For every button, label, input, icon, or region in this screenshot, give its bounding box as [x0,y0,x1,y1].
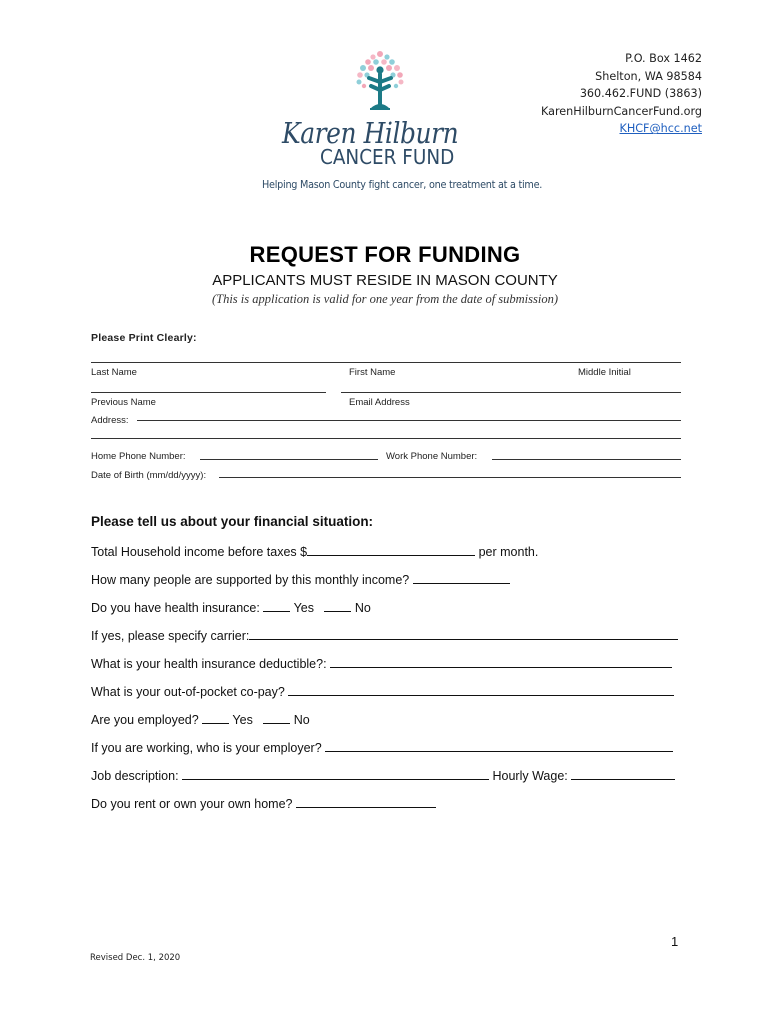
insurance-no-blank[interactable] [324,601,351,612]
people-blank[interactable] [413,573,510,584]
address-city: Shelton, WA 98584 [595,69,702,83]
home-label: Do you rent or own your own home? [91,797,296,811]
job-label: Job description: [91,769,183,783]
work-phone-field-line[interactable] [492,459,681,460]
deductible-question [91,657,672,671]
page-number: 1 [671,934,679,949]
income-suffix: per month. [475,545,539,559]
address-label: Address: [91,415,129,426]
address-field-line-2[interactable] [91,438,681,439]
people-question [91,573,510,587]
carrier-question [91,629,678,643]
last-name-label: Last Name [91,367,137,378]
financial-section-heading: Please tell us about your financial situation: [91,514,374,529]
wage-blank[interactable] [571,769,675,780]
dob-label: Date of Birth (mm/dd/yyyy): [91,470,207,481]
insurance-label: Do you have health insurance: [91,601,264,615]
employed-label: Are you employed? [91,713,203,727]
name-field-line[interactable] [91,362,681,363]
logo-name: Karen Hilburn [282,116,459,150]
logo-fund: CANCER FUND [320,145,455,169]
work-phone-label: Work Phone Number: [386,451,478,462]
employer-label: If you are working, who is your employer? [91,741,326,755]
logo-tagline: Helping Mason County fight cancer, one treatment at a time. [262,178,543,191]
income-prefix: Total Household income before taxes $ [91,545,308,559]
income-blank[interactable] [307,545,475,556]
copay-label: What is your out-of-pocket co-pay? [91,685,289,699]
copay-blank[interactable] [288,685,674,696]
employer-blank[interactable] [325,741,673,752]
page-subtitle: APPLICANTS MUST RESIDE IN MASON COUNTY [212,272,558,289]
deductible-label: What is your health insurance deductible?: [91,657,331,671]
email-address-label: Email Address [349,397,410,408]
employer-question [91,741,673,755]
address-website: KarenHilburnCancerFund.org [540,104,702,118]
carrier-label: If yes, please specify carrier: [91,629,250,643]
print-clearly-label: Please Print Clearly: [91,332,197,344]
insurance-yes-label: Yes [290,601,314,615]
home-blank[interactable] [296,797,436,808]
job-question [91,769,675,783]
deductible-blank[interactable] [330,657,672,668]
previous-name-label: Previous Name [91,397,156,408]
income-question [91,545,538,559]
people-label: How many people are supported by this monthly income? [91,573,413,587]
dob-field-line[interactable] [219,477,681,478]
job-blank[interactable] [182,769,489,780]
tree-logo-icon [349,48,411,116]
wage-label: Hourly Wage: [489,769,572,783]
address-field-line-1[interactable] [137,420,681,421]
home-phone-label: Home Phone Number: [91,451,186,462]
employed-no-label: No [290,713,310,727]
address-po-box: P.O. Box 1462 [625,52,702,65]
carrier-blank[interactable] [249,629,678,640]
employed-question [91,713,310,727]
insurance-yes-blank[interactable] [263,601,290,612]
employed-yes-label: Yes [229,713,253,727]
home-phone-field-line[interactable] [200,459,378,460]
validity-note: (This is application is valid for one year from the date of submission) [211,292,559,306]
copay-question [91,685,674,699]
contact-address-block [541,50,702,138]
first-name-label: First Name [349,367,396,378]
insurance-no-label: No [351,601,371,615]
insurance-question [91,601,371,615]
page-title: REQUEST FOR FUNDING [249,242,521,267]
email-link[interactable]: KHCF@hcc.net [619,122,702,136]
employed-yes-blank[interactable] [202,713,229,724]
previous-name-field-line[interactable] [91,392,326,393]
email-field-line[interactable] [341,392,681,393]
middle-initial-label: Middle Initial [578,367,631,378]
address-phone: 360.462.FUND (3863) [579,87,702,101]
revised-date: Revised Dec. 1, 2020 [90,953,181,963]
employed-no-blank[interactable] [263,713,290,724]
home-question [91,797,436,811]
